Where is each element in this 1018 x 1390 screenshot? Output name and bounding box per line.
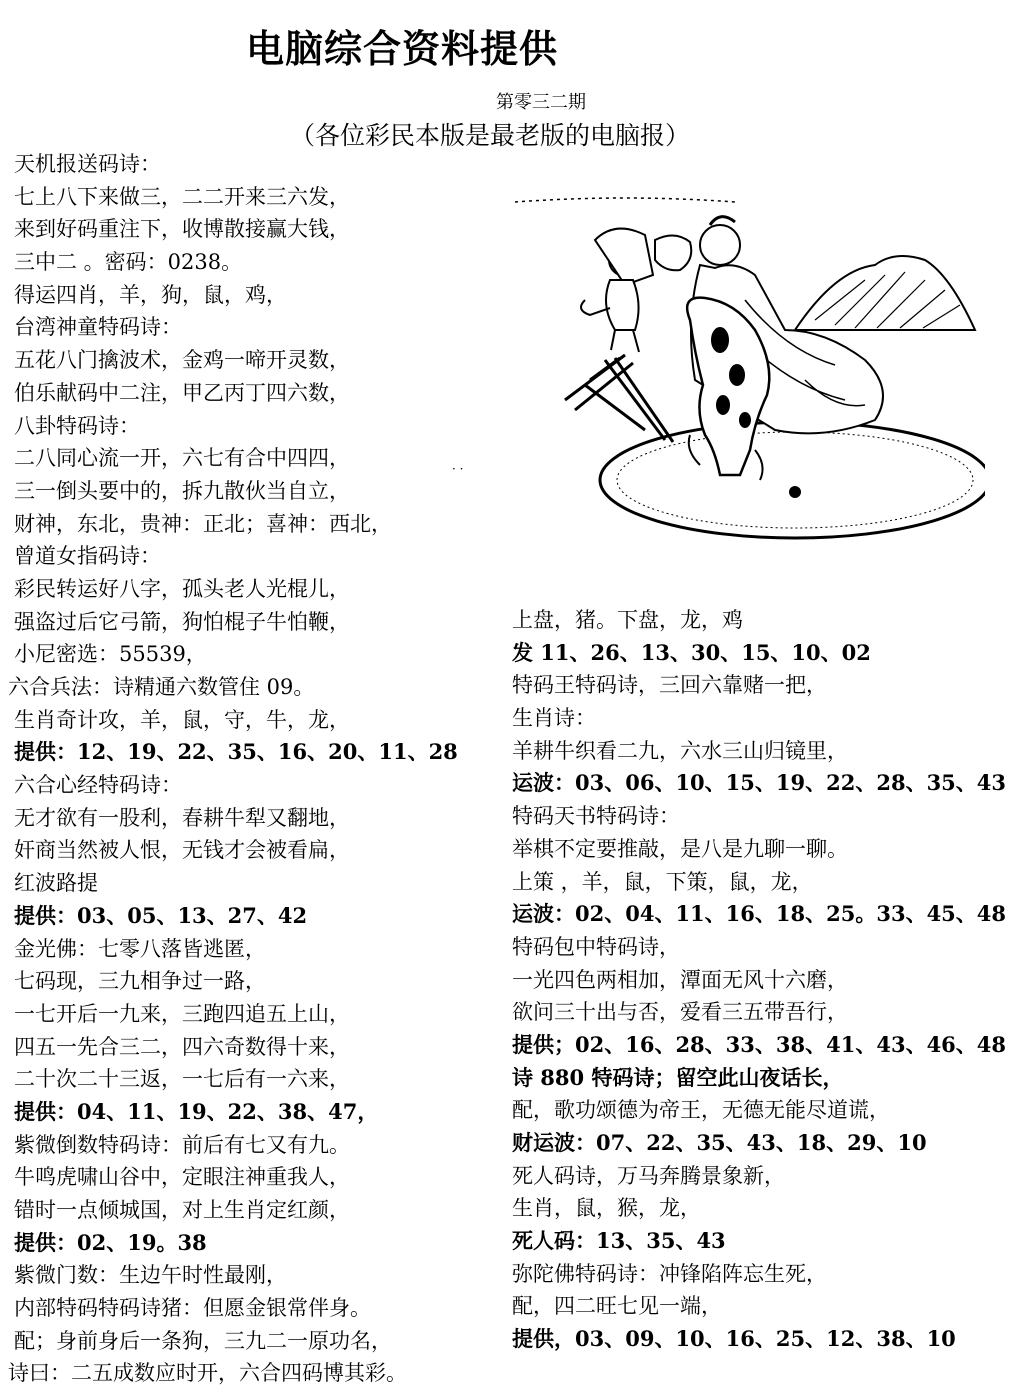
left-column-line: 彩民转运好八字，孤头老人光棍儿，	[14, 576, 350, 601]
left-column-line: 五花八门擒波术，金鸡一啼开灵数，	[14, 348, 350, 373]
left-column-line: 天机报送码诗：	[14, 152, 161, 176]
left-column-line: 提供：12、19、22、35、16、20、11、28	[14, 739, 458, 765]
right-column-line: 生肖诗：	[512, 706, 596, 731]
right-column-line: 提供；02、16、28、33、38、41、43、46、48	[512, 1031, 1007, 1057]
left-column-line: 七码现，三九相争过一路，	[14, 969, 266, 994]
right-column-line: 弥陀佛特码诗：冲锋陷阵忘生死，	[512, 1261, 827, 1286]
left-column-line: 提供：03、05、13、27、42	[14, 902, 308, 928]
left-column-line: 配；身前身后一条狗，三九二一原功名，	[14, 1328, 392, 1353]
left-column-line: 七上八下来做三，二二开来三六发，	[14, 184, 350, 209]
right-column-line: 配，歌功颂德为帝王，无德无能尽道谎，	[512, 1098, 890, 1123]
left-column-line: 生肖奇计攻，羊，鼠，守，牛，龙，	[14, 707, 350, 732]
right-column-line: 上策 ，羊，鼠，下策，鼠，龙，	[512, 869, 813, 894]
left-column-line: 诗曰：二五成数应时开，六合四码博其彩。	[8, 1361, 407, 1386]
left-column-line: 六合兵法：诗精通六数管住 09。	[8, 675, 315, 699]
left-column-line: 四五一先合三二，四六奇数得十来，	[14, 1034, 350, 1059]
carrying-figure	[581, 229, 691, 352]
right-column-line: 欲问三十出与否，爱看三五带吾行，	[512, 1000, 848, 1025]
left-column-line: 牛鸣虎啸山谷中，定眼注神重我人，	[14, 1165, 350, 1190]
left-column-line: 三中二 。密码：0238。	[14, 250, 243, 275]
left-column-line: 内部特码特码诗猪：但愿金银常伴身。	[14, 1296, 371, 1321]
ground-ring	[600, 422, 985, 538]
right-column-line: 羊耕牛织看二九，六水三山归镜里，	[512, 738, 848, 763]
right-column-line: 诗 880 特码诗；留空此山夜话长，	[512, 1064, 844, 1090]
right-column-line: 配，四二旺七见一端，	[512, 1294, 722, 1319]
right-column-line: 死人码：13、35、43	[512, 1228, 726, 1254]
ink-illustration	[505, 180, 985, 550]
right-column-line: 财运波：07、22、35、43、18、29、10	[512, 1130, 927, 1155]
left-column-line: 曾道女指码诗：	[14, 544, 161, 569]
left-column-line: 小尼密选：55539，	[14, 642, 207, 667]
right-column-line: 发 11、26、13、30、15、10、02	[512, 639, 871, 665]
right-column-line: 运波：03、06、10、15、19、22、28、35、43	[512, 770, 1007, 796]
right-column-line: 上盘，猪。下盘，龙，鸡	[512, 608, 743, 632]
left-column-line: 紫微门数：生边午时性最刚，	[14, 1263, 287, 1288]
left-column-line: 六合心经特码诗：	[14, 773, 182, 798]
decorative-dots: · ·	[452, 462, 464, 476]
left-column-line: 台湾神童特码诗：	[14, 315, 182, 340]
left-column-line: 财神，东北，贵神：正北；喜神：西北，	[14, 511, 392, 536]
right-column-line: 运波：02、04、11、16、18、25。33、45、48	[512, 901, 1007, 927]
right-column-line: 死人码诗，万马奔腾景象新，	[512, 1163, 785, 1188]
left-column-line: 紫微倒数特码诗：前后有七又有九。	[14, 1132, 350, 1157]
left-column-line: 伯乐献码中二注，甲乙丙丁四六数，	[14, 380, 350, 405]
page-subtitle: （各位彩民本版是最老版的电脑报）	[290, 121, 691, 150]
left-text-column	[8, 148, 494, 1390]
left-column-line: 八卦特码诗：	[14, 413, 140, 438]
left-column-line: 提供：04、11、19、22、38、47，	[14, 1098, 379, 1124]
mountain-range	[795, 256, 975, 330]
left-column-line: 金光佛：七零八落皆逃匿，	[14, 936, 266, 961]
right-column-line: 特码天书特码诗：	[512, 804, 680, 829]
page-title: 电脑综合资料提供	[246, 27, 559, 71]
left-column-line: 错时一点倾城国，对上生肖定红颜，	[14, 1198, 350, 1222]
left-column-line: 提供：02、19。38	[14, 1229, 207, 1255]
left-column-line: 奸商当然被人恨，无钱才会被看扁，	[14, 838, 350, 863]
left-column-line: 强盗过后它弓箭，狗怕棍子牛怕鞭，	[14, 609, 350, 634]
right-column-line: 提供，03、09、10、16、25、12、38、10	[512, 1326, 956, 1352]
left-column-line: 来到好码重注下，收博散接赢大钱，	[14, 217, 350, 242]
right-text-column	[512, 604, 1012, 1356]
left-column-line: 三一倒头要中的，拆九散伙当自立，	[14, 478, 350, 503]
issue-number: 第零三二期	[496, 92, 586, 113]
right-column-line: 举棋不定要推敲，是八是九聊一聊。	[512, 836, 848, 861]
right-column-line: 特码王特码诗，三回六靠赌一把，	[512, 673, 827, 698]
bamboo-sticks	[565, 355, 673, 442]
left-column-line: 无才欲有一股利，春耕牛犁又翻地，	[14, 805, 350, 830]
right-column-line: 一光四色两相加，潭面无风十六磨，	[512, 967, 848, 992]
left-column-line: 二八同心流一开，六七有合中四四，	[14, 446, 350, 471]
left-column-line: 二十次二十三返，一七后有一六来，	[14, 1067, 350, 1092]
left-column-line: 一七开后一九来，三跑四追五上山，	[14, 1001, 350, 1026]
left-column-line: 得运四肖，羊，狗，鼠，鸡，	[14, 282, 287, 307]
left-column-line: 红波路提	[14, 871, 98, 896]
horizon-line	[515, 198, 735, 202]
right-column-line: 特码包中特码诗，	[512, 934, 680, 959]
right-column-line: 生肖，鼠，猴，龙，	[512, 1196, 701, 1221]
